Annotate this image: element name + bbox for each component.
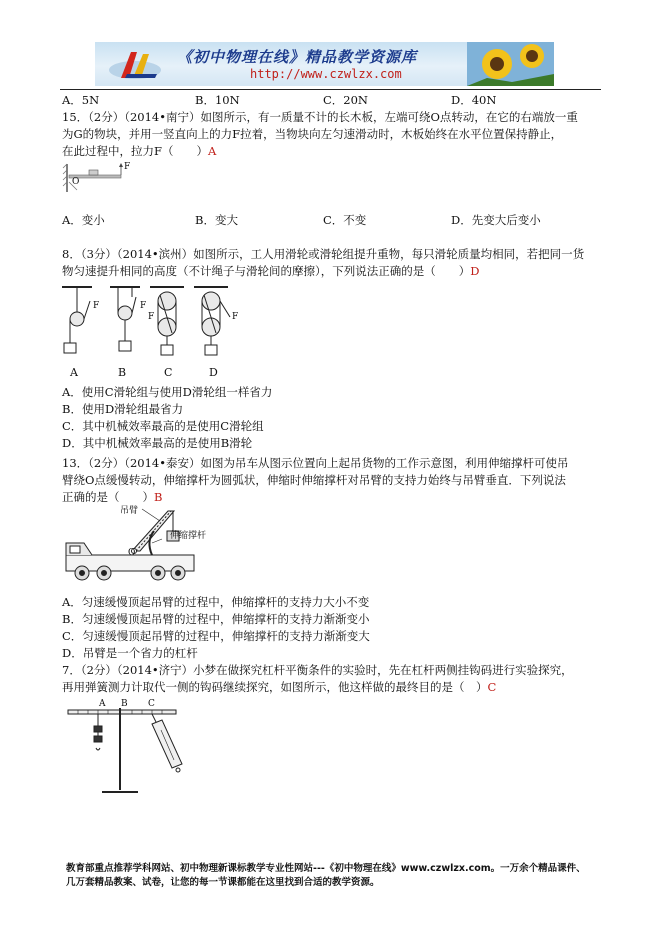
q15-text-line1: 15．（2分）（2014•南宁）如图所示，有一质量不计的长木板，左端可绕O点转动，在它的右端放一重 — [62, 110, 578, 124]
q8-answer: D — [470, 264, 480, 278]
q7-answer: C — [487, 680, 497, 694]
q8-fig-letter-c: C — [164, 366, 173, 379]
q8-text-line2 — [62, 263, 479, 279]
q8-fig-force-c: F — [148, 312, 155, 322]
q13-stem: 正确的是（ ） — [62, 490, 154, 504]
banner-title: 《初中物理在线》精品教学资源库 — [177, 48, 418, 66]
q13-option-c: C．匀速缓慢顶起吊臂的过程中，伸缩撑杆的支持力渐渐变大 — [62, 629, 370, 643]
prev-option-a: A．5N — [62, 93, 100, 107]
q15-option-a: A．变小 — [62, 213, 105, 227]
q15-fig-label-f: F — [124, 162, 131, 172]
header-rule — [60, 89, 601, 90]
q13-answer: B — [154, 490, 163, 504]
q8-fig-letter-b: B — [118, 366, 127, 379]
q7-fig-label-a: A — [99, 699, 106, 709]
q8-pulley-figure — [62, 283, 242, 363]
q13-option-b: B．匀速缓慢顶起吊臂的过程中，伸缩撑杆的支持力渐渐变小 — [62, 612, 370, 626]
q13-fig-label-rod: 伸缩撑杆 — [170, 531, 207, 541]
prev-option-b: B．10N — [195, 93, 240, 107]
banner-url[interactable]: http://www.czwlzx.com — [250, 67, 402, 81]
prev-option-c: C．20N — [323, 93, 368, 107]
footer-line1: 教育部重点推荐学科网站、初中物理新课标教学专业性网站---《初中物理在线》www.czwlzx.com。一万余个精品课件、 — [66, 863, 586, 874]
q15-option-b: B．变大 — [195, 213, 238, 227]
q8-fig-letter-a: A — [70, 366, 78, 379]
q15-answer: A — [207, 144, 217, 158]
q13-text-line1: 13．（2分）（2014•泰安）如图为吊车从图示位置向上起吊货物的工作示意图，利用伸缩撑杆可使吊 — [62, 456, 569, 470]
q7-fig-label-c: C — [148, 699, 155, 709]
q8-fig-force-a: F — [93, 301, 100, 311]
q7-stem: 再用弹簧测力计取代一侧的钩码继续探究，如图所示，他这样做的最终目的是（ ） — [62, 680, 488, 694]
q15-option-c: C．不变 — [323, 213, 367, 227]
q13-fig-label-boom: 吊臂 — [120, 506, 139, 516]
q8-option-d: D．其中机械效率最高的是使用B滑轮 — [62, 436, 253, 450]
q7-fig-label-b: B — [121, 699, 128, 709]
header-banner — [95, 42, 554, 86]
q8-option-c: C．其中机械效率最高的是使用C滑轮组 — [62, 419, 264, 433]
q8-fig-letter-d: D — [209, 366, 218, 379]
q15-stem: 在此过程中，拉力F（ ） — [62, 144, 208, 158]
logo-icon — [105, 44, 165, 84]
q13-text-line2: 臂绕O点缓慢转动，伸缩撑杆为圆弧状，伸缩时伸缩撑杆对吊臂的支持力始终与吊臂垂直．下列说法 — [62, 473, 566, 487]
q7-text-line2 — [62, 679, 496, 695]
q8-fig-force-b: F — [140, 301, 147, 311]
q13-option-a: A．匀速缓慢顶起吊臂的过程中，伸缩撑杆的支持力大小不变 — [62, 595, 370, 609]
q8-option-b: B．使用D滑轮组最省力 — [62, 402, 184, 416]
q7-text-line1: 7．（2分）（2014•济宁）小梦在做探究杠杆平衡条件的实验时，先在杠杆两侧挂钩码进行实验探究， — [62, 663, 573, 677]
q8-fig-force-d: F — [232, 312, 239, 322]
q13-fig-label-o: O — [128, 548, 136, 558]
q8-stem: 物匀速提升相同的高度（不计绳子与滑轮间的摩擦），下列说法正确的是（ ） — [62, 264, 471, 278]
q7-lever-figure — [66, 702, 206, 798]
sunflower-image — [467, 42, 554, 86]
q13-crane-figure — [62, 503, 232, 585]
q8-text-line1: 8．（3分）（2014•滨州）如图所示，工人用滑轮或滑轮组提升重物，每只滑轮质量均相同，若把同一货 — [62, 247, 585, 261]
q8-option-a: A．使用C滑轮组与使用D滑轮组一样省力 — [62, 385, 273, 399]
q15-option-d: D．先变大后变小 — [451, 213, 541, 227]
q15-text-line3 — [62, 143, 216, 159]
q13-option-d: D．吊臂是一个省力的杠杆 — [62, 646, 198, 660]
prev-option-d: D．40N — [451, 93, 497, 107]
footer-line2: 几万套精品教案、试卷，让您的每一节课都能在这里找到合适的教学资源。 — [66, 877, 380, 888]
q15-text-line2: 为G的物块，并用一竖直向上的力F拉着，当物块向左匀速滑动时，木板始终在水平位置保持静止， — [62, 127, 563, 141]
q15-fig-label-o: O — [72, 177, 80, 187]
